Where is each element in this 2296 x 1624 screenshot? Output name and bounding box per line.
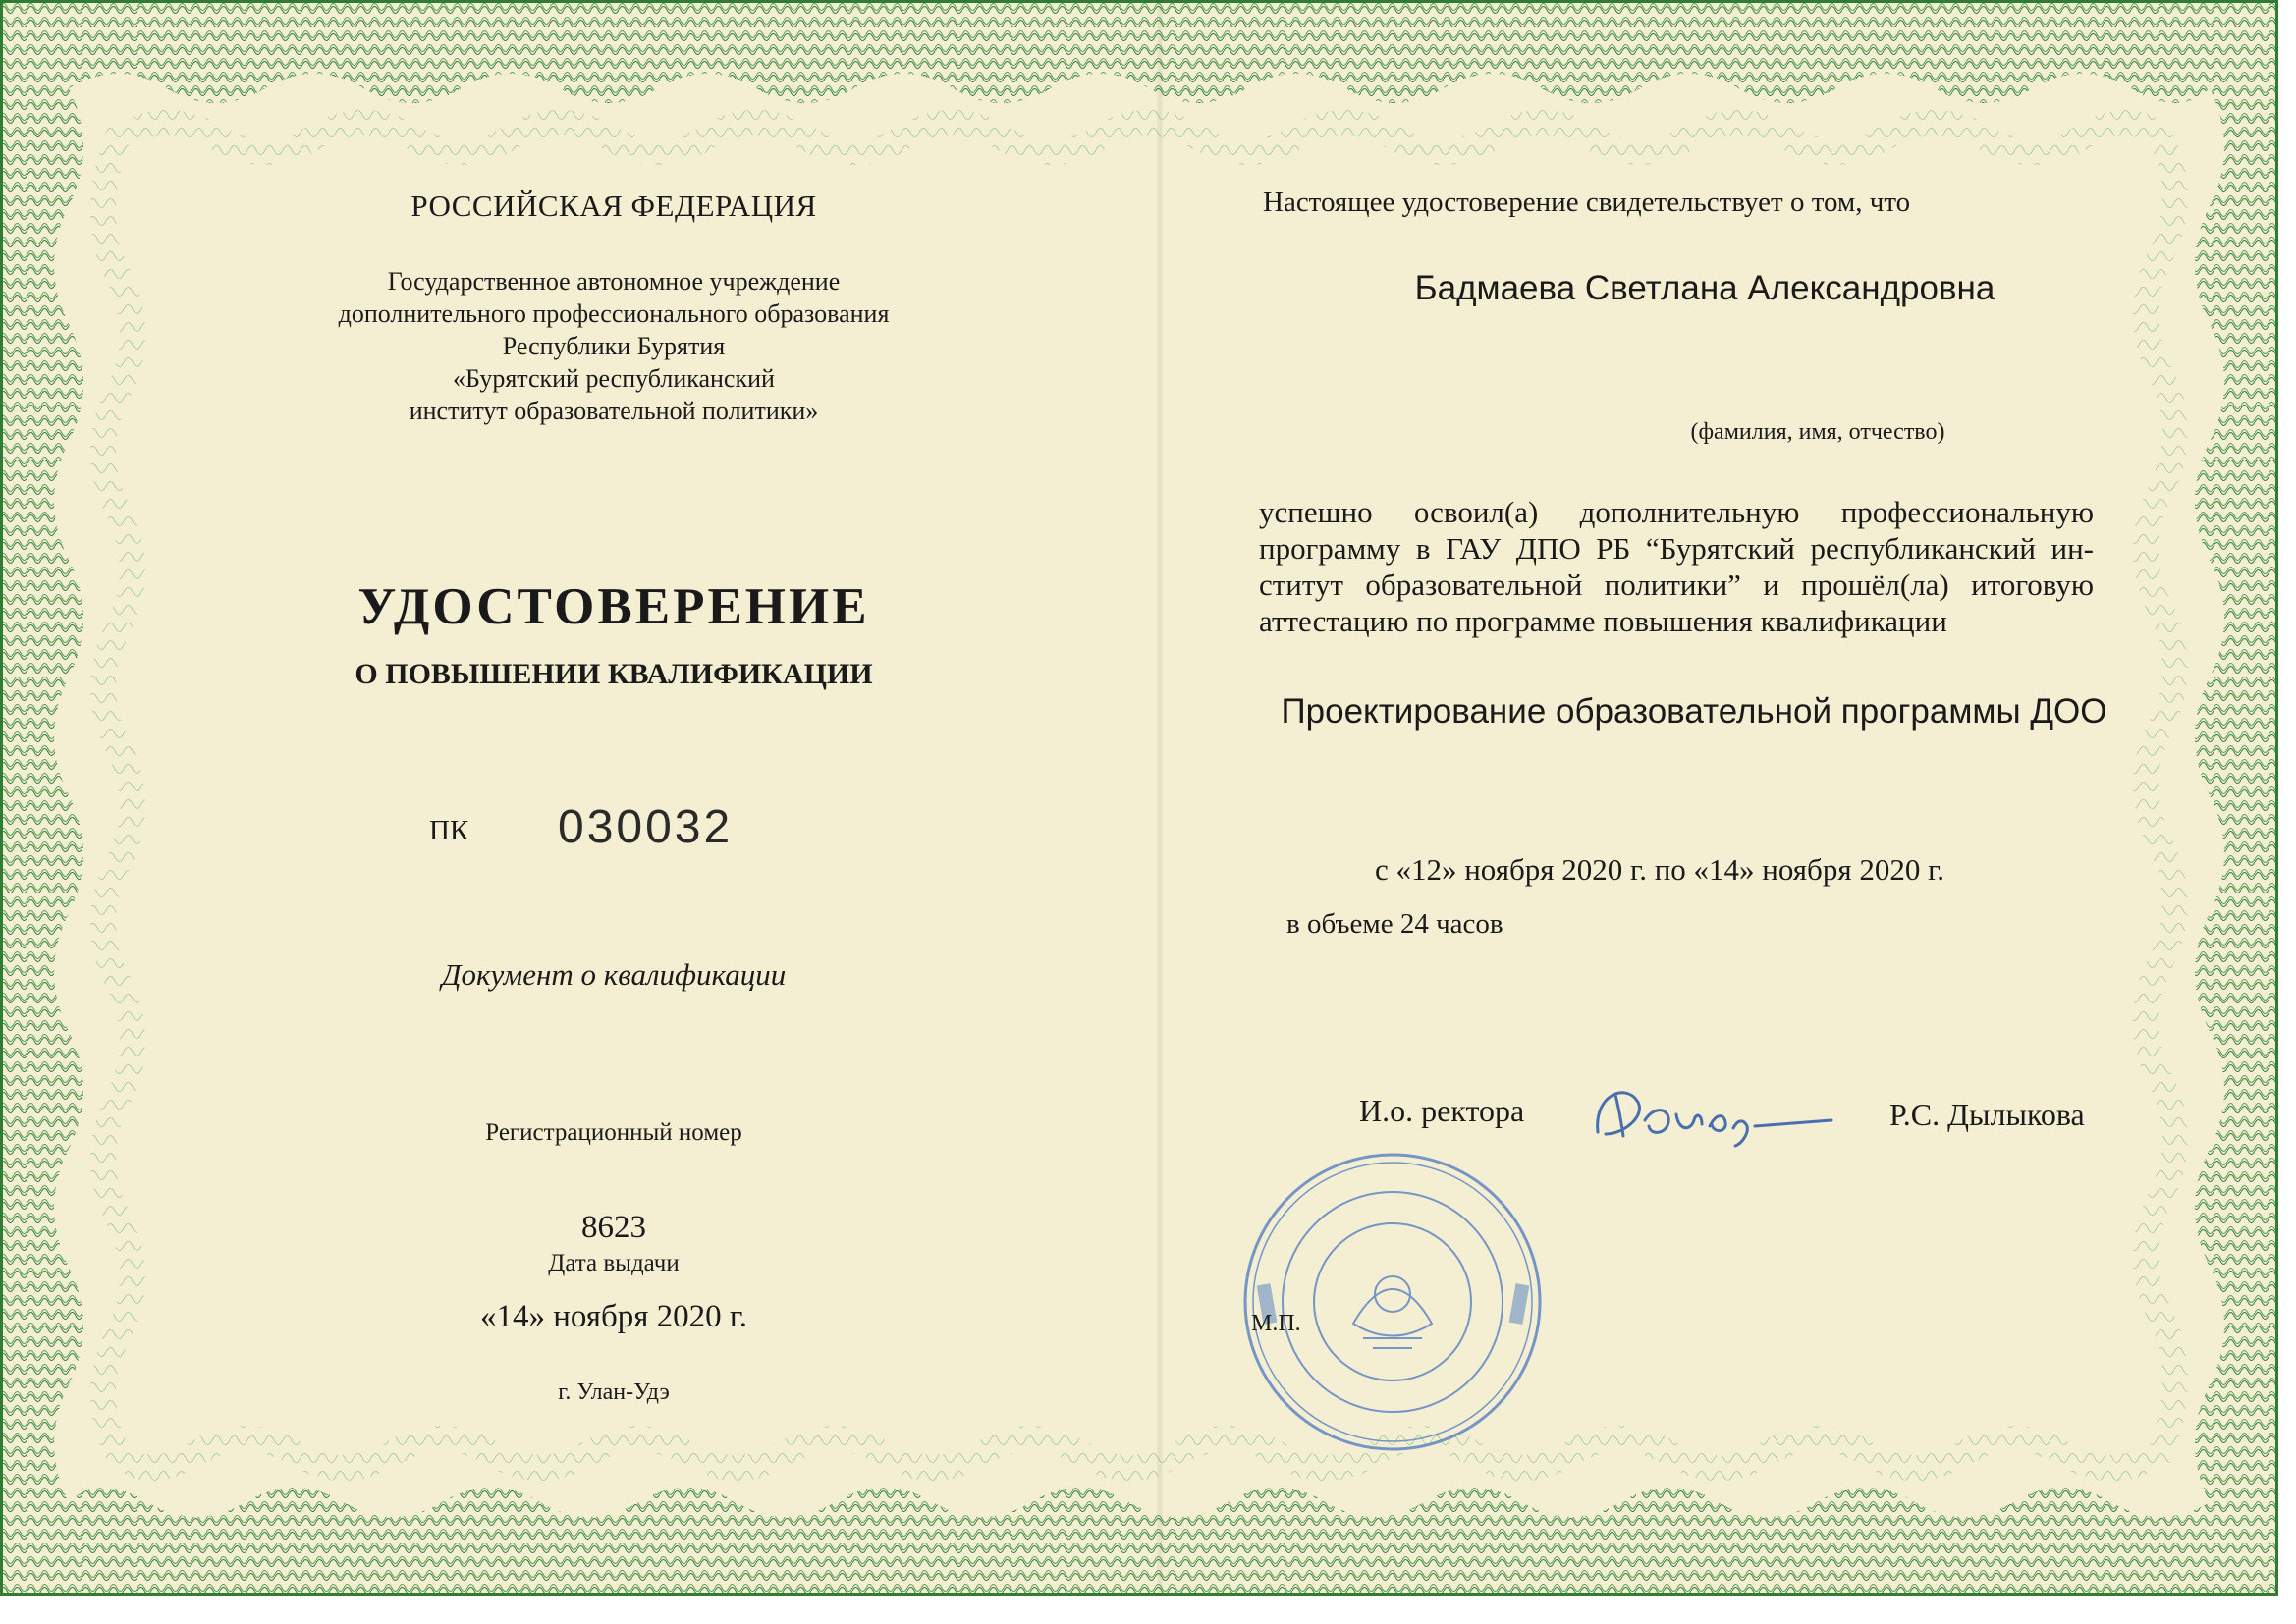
organization-name	[226, 265, 1002, 427]
certificate-number: 030032	[558, 801, 734, 853]
registration-number: 8623	[581, 1210, 646, 1245]
paragraph-line: аттестацию по программе повышения квалификации	[1259, 604, 1947, 638]
paragraph-line: программу в ГАУ ДПО РБ “Бурятский республиканский ин-	[1259, 531, 2094, 566]
program-title: Проектирование образовательной программы ДОО	[1281, 692, 2107, 731]
certificate-subtitle: О ПОВЫШЕНИИ КВАЛИФИКАЦИИ	[355, 658, 873, 690]
organization-line: «Бурятский республиканский	[453, 364, 775, 393]
intro-text: Настоящее удостоверение свидетельствует о том, что	[1263, 187, 1911, 218]
registration-label: Регистрационный номер	[485, 1119, 742, 1146]
organization-line: институт образовательной политики»	[409, 397, 819, 425]
completion-paragraph	[1259, 494, 2094, 639]
study-volume: в объеме 24 часов	[1286, 908, 1503, 940]
issue-date: «14» ноября 2020 г.	[480, 1299, 747, 1334]
issue-city: г. Улан-Удэ	[558, 1380, 670, 1405]
certificate-title: УДОСТОВЕРЕНИЕ	[357, 578, 870, 635]
rector-label: И.о. ректора	[1359, 1093, 1525, 1128]
organization-line: Республики Бурятия	[502, 332, 726, 360]
document-type: Документ о квалификации	[441, 957, 787, 992]
study-period: с «12» ноября 2020 г. по «14» ноября 2020 г.	[1374, 852, 1945, 887]
official-seal	[1226, 1137, 1579, 1461]
country-heading: РОССИЙСКАЯ ФЕДЕРАЦИЯ	[410, 189, 817, 223]
stamp-label: М.П.	[1251, 1311, 1301, 1336]
rector-signature	[1586, 1075, 1841, 1154]
organization-line: Государственное автономное учреждение	[387, 267, 841, 296]
paragraph-line: ститут образовательной политики” и прошёл(ла) итоговую	[1259, 568, 2094, 602]
certificate-series: ПК	[429, 815, 469, 846]
person-name: Бадмаева Светлана Александровна	[1414, 269, 1995, 307]
paragraph-line: успешно освоил(а) дополнительную профессиональную	[1259, 495, 2094, 529]
issue-date-label: Дата выдачи	[548, 1250, 680, 1276]
name-caption: (фамилия, имя, отчество)	[1690, 419, 1945, 445]
organization-line: дополнительного профессионального образования	[338, 299, 890, 328]
center-fold	[1157, 0, 1163, 1596]
rector-name: Р.С. Дылыкова	[1889, 1097, 2085, 1132]
